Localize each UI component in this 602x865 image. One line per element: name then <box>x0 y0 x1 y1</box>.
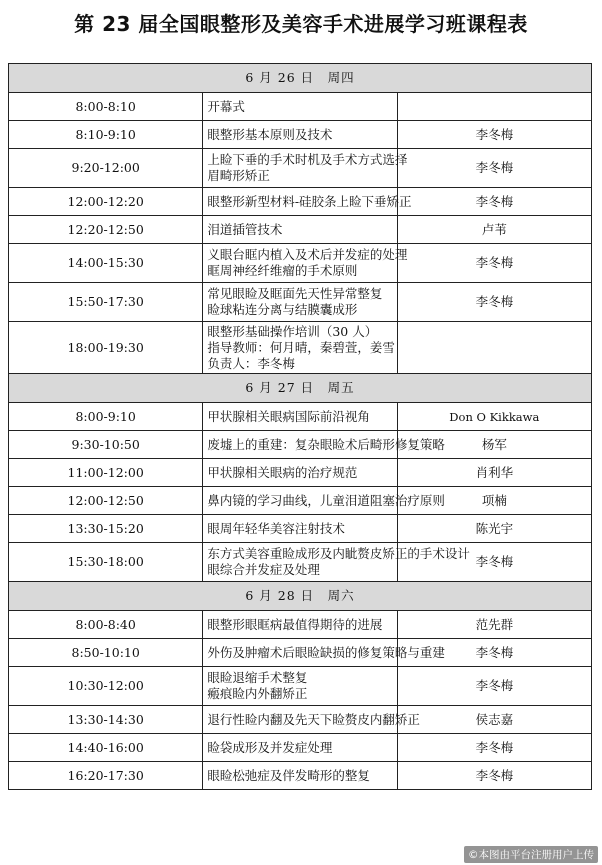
session-topic <box>203 543 470 582</box>
session-topic <box>203 706 420 734</box>
session-topic <box>203 459 397 487</box>
session-topic <box>203 121 397 149</box>
topic-line: 上睑下垂的手术时机及手术方式选择 <box>207 152 408 167</box>
session-speaker: 李冬梅 <box>397 667 591 706</box>
session-topic <box>203 639 445 667</box>
topic-line: 眼周年轻华美容注射技术 <box>207 520 345 536</box>
session-row <box>9 403 592 431</box>
session-speaker: 项楠 <box>397 487 591 515</box>
day-header-row <box>9 582 592 611</box>
session-row <box>9 706 592 734</box>
session-time: 14:00-15:30 <box>9 244 203 283</box>
session-time: 18:00-19:30 <box>9 322 203 374</box>
session-row <box>9 667 592 706</box>
session-topic <box>203 734 397 762</box>
session-speaker: 李冬梅 <box>397 639 591 667</box>
session-time: 9:20-12:00 <box>9 149 203 188</box>
session-time: 8:00-8:40 <box>9 611 203 639</box>
session-topic <box>203 188 412 216</box>
session-row <box>9 149 592 188</box>
session-speaker: 范先群 <box>397 611 591 639</box>
session-row <box>9 459 592 487</box>
topic-line: 眼综合并发症及处理 <box>207 562 320 577</box>
session-time: 12:20-12:50 <box>9 216 203 244</box>
topic-line: 泪道插管技术 <box>207 221 283 237</box>
session-speaker: 李冬梅 <box>397 762 591 790</box>
topic-line: 义眼台眶内植入及术后并发症的处理 <box>207 247 408 262</box>
session-time: 10:30-12:00 <box>9 667 203 706</box>
topic-line: 睑球粘连分离与结膜囊成形 <box>207 302 358 317</box>
session-row <box>9 611 592 639</box>
session-topic <box>203 515 397 543</box>
session-time: 14:40-16:00 <box>9 734 203 762</box>
day-header-row <box>9 374 592 403</box>
topic-line: 眉畸形矫正 <box>207 168 270 183</box>
topic-line: 开幕式 <box>207 98 245 114</box>
topic-line: 负责人：李冬梅 <box>207 355 295 371</box>
session-speaker: 李冬梅 <box>397 121 591 149</box>
session-topic <box>203 487 445 515</box>
session-time: 8:50-10:10 <box>9 639 203 667</box>
session-row <box>9 188 592 216</box>
session-topic <box>203 322 397 374</box>
session-time: 8:00-8:10 <box>9 93 203 121</box>
session-row <box>9 762 592 790</box>
topic-line: 眼整形眼眶病最值得期待的进展 <box>207 616 383 632</box>
session-time: 15:30-18:00 <box>9 543 203 582</box>
topic-line: 眼睑退缩手术整复 <box>207 670 308 685</box>
session-row <box>9 244 592 283</box>
session-speaker: Don O Kikkawa <box>397 403 591 431</box>
session-speaker: 侯志嘉 <box>397 706 591 734</box>
session-topic <box>203 431 445 459</box>
session-topic <box>203 93 397 121</box>
topic-line: 眼整形新型材料-硅胶条上睑下垂矫正 <box>207 193 412 209</box>
session-time: 16:20-17:30 <box>9 762 203 790</box>
session-row <box>9 515 592 543</box>
session-speaker: 卢苇 <box>397 216 591 244</box>
topic-line: 指导教师：何月晴，秦碧萱，姜雪 <box>207 339 395 355</box>
session-speaker: 李冬梅 <box>397 543 591 582</box>
topic-line: 瘢痕睑内外翻矫正 <box>207 686 308 701</box>
topic-line: 眼整形基本原则及技术 <box>207 126 333 142</box>
session-topic <box>203 216 397 244</box>
session-topic <box>203 667 397 706</box>
session-topic <box>203 611 397 639</box>
session-row <box>9 487 592 515</box>
session-speaker: 肖利华 <box>397 459 591 487</box>
session-topic <box>203 762 397 790</box>
session-time: 12:00-12:50 <box>9 487 203 515</box>
page-title: 第 23 届全国眼整形及美容手术进展学习班课程表 <box>74 12 528 36</box>
session-speaker <box>397 322 591 374</box>
topic-line: 退行性睑内翻及先天下睑赘皮内翻矫正 <box>207 711 420 727</box>
day-header: 6 月 27 日 周五 <box>9 374 592 403</box>
schedule-table <box>8 63 592 790</box>
session-time: 12:00-12:20 <box>9 188 203 216</box>
topic-line: 甲状腺相关眼病国际前沿视角 <box>207 408 370 424</box>
session-time: 11:00-12:00 <box>9 459 203 487</box>
topic-line: 废墟上的重建：复杂眼睑术后畸形修复策略 <box>207 436 445 452</box>
topic-line: 眼整形基础操作培训（30 人） <box>207 323 378 339</box>
topic-line: 甲状腺相关眼病的治疗规范 <box>207 464 358 480</box>
topic-line: 鼻内镜的学习曲线，儿童泪道阻塞治疗原则 <box>207 492 445 508</box>
topic-line: 常见眼睑及眶面先天性异常整复 <box>207 286 383 301</box>
session-row <box>9 283 592 322</box>
session-time: 13:30-14:30 <box>9 706 203 734</box>
day-header: 6 月 26 日 周四 <box>9 64 592 93</box>
session-speaker: 杨军 <box>397 431 591 459</box>
session-row <box>9 93 592 121</box>
session-row <box>9 639 592 667</box>
session-row <box>9 543 592 582</box>
session-row <box>9 734 592 762</box>
watermark: ©本图由平台注册用户上传 <box>464 846 598 863</box>
session-row <box>9 322 592 374</box>
session-speaker: 李冬梅 <box>397 283 591 322</box>
session-topic <box>203 283 397 322</box>
session-time: 8:00-9:10 <box>9 403 203 431</box>
session-topic <box>203 403 397 431</box>
topic-line: 东方式美容重睑成形及内眦赘皮矫正的手术设计 <box>207 546 470 561</box>
day-header-row <box>9 64 592 93</box>
session-topic <box>203 149 408 188</box>
session-speaker: 李冬梅 <box>397 734 591 762</box>
topic-line: 睑袋成形及并发症处理 <box>207 739 333 755</box>
topic-line: 眶周神经纤维瘤的手术原则 <box>207 263 358 278</box>
session-topic <box>203 244 408 283</box>
session-speaker: 李冬梅 <box>397 244 591 283</box>
topic-line: 外伤及肿瘤术后眼睑缺损的修复策略与重建 <box>207 644 445 660</box>
session-time: 13:30-15:20 <box>9 515 203 543</box>
session-time: 15:50-17:30 <box>9 283 203 322</box>
day-header: 6 月 28 日 周六 <box>9 582 592 611</box>
session-time: 8:10-9:10 <box>9 121 203 149</box>
session-speaker: 陈光宇 <box>397 515 591 543</box>
session-time: 9:30-10:50 <box>9 431 203 459</box>
session-speaker <box>397 93 591 121</box>
session-speaker: 李冬梅 <box>397 188 591 216</box>
session-speaker: 李冬梅 <box>397 149 591 188</box>
topic-line: 眼睑松弛症及伴发畸形的整复 <box>207 767 370 783</box>
session-row <box>9 121 592 149</box>
session-row <box>9 216 592 244</box>
session-row <box>9 431 592 459</box>
